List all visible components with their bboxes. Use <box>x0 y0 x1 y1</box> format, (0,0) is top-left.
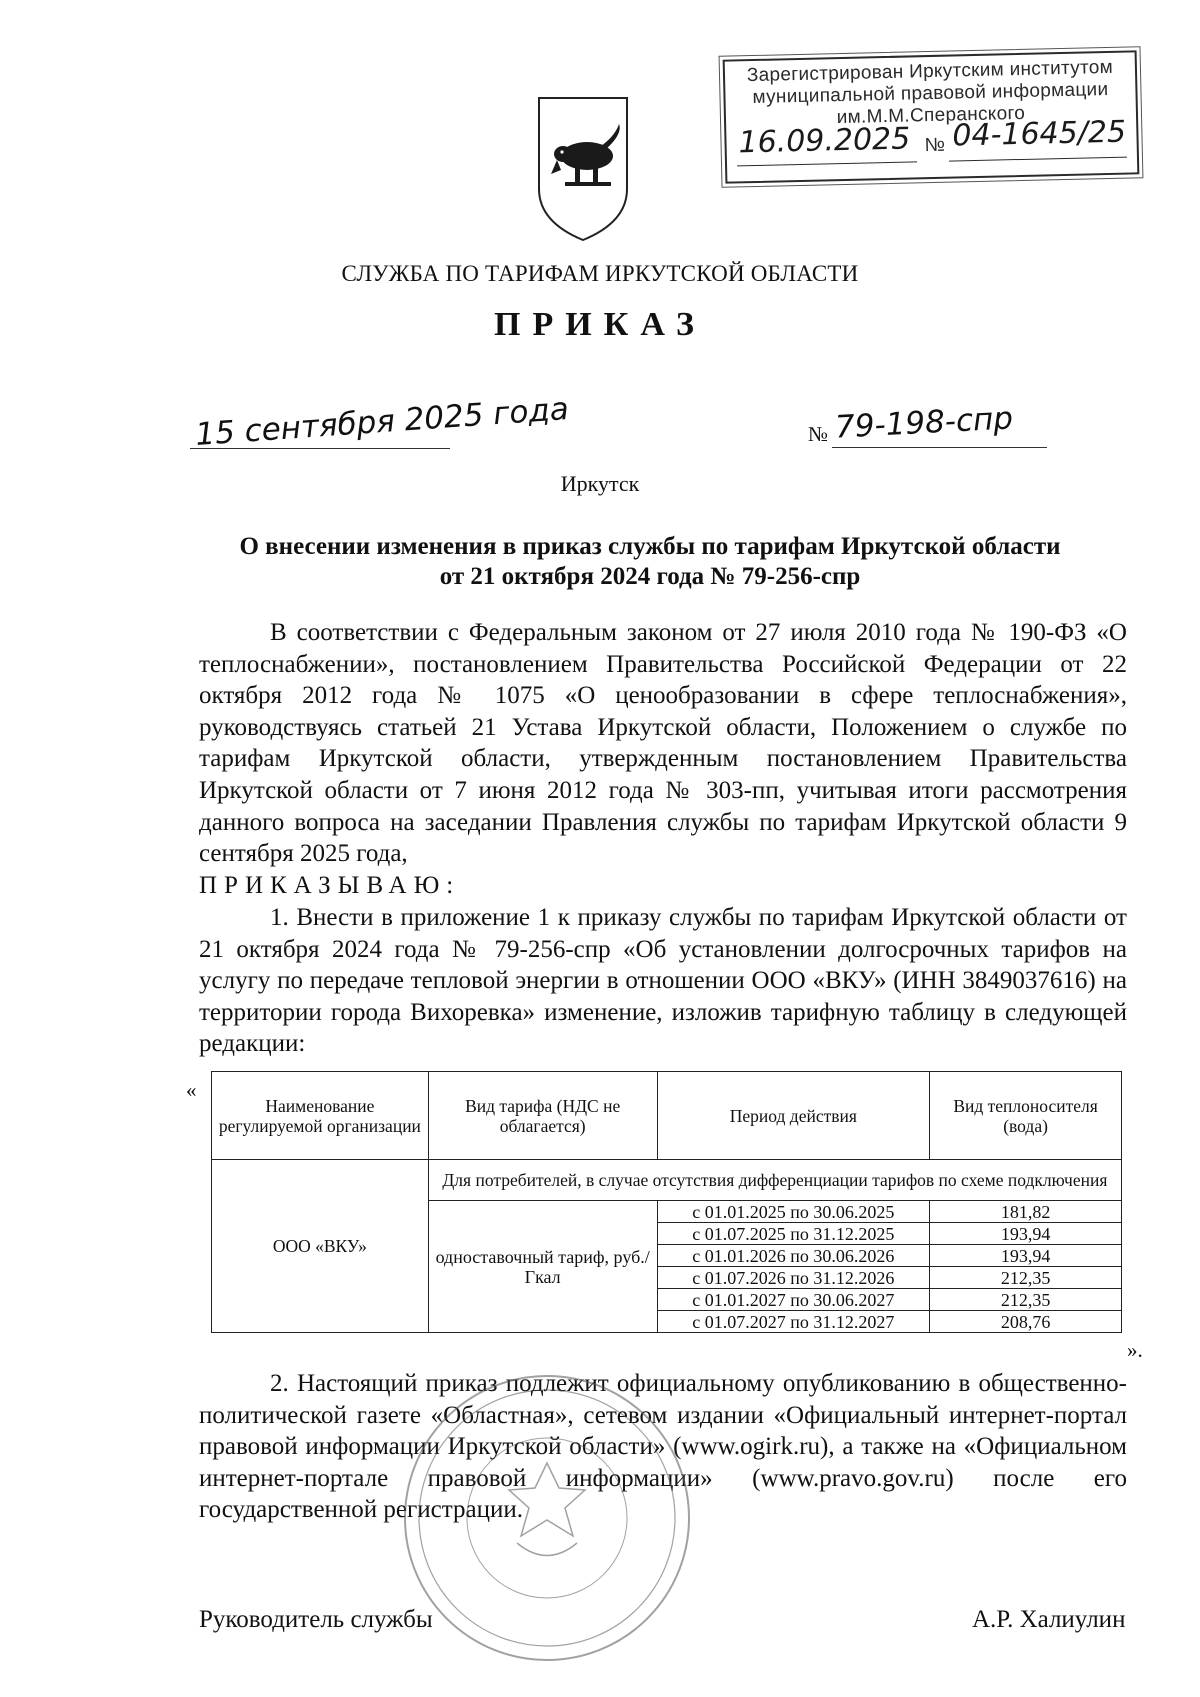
registration-date-handwritten: 16.09.2025 <box>738 121 911 161</box>
org-name-cell: ООО «ВКУ» <box>212 1160 429 1333</box>
preamble-paragraph: В соответствии с Федеральным законом от 27 июля 2010 года № 190-ФЗ «О теплоснабжении», постановлением Правительства Российской Федерации от 22 октября 2012 года № 1075 «О ценообразовании в сфере теплоснабжения», руководствуясь статьей 21 Устава Иркутской области, Положением о службе по тарифам Иркутской области, утвержденным постановлением Правительства Иркутской области от 7 июня 2012 года № 303-пп, учитывая итоги рассмотрения данного вопроса на заседании Правления службы по тарифам Иркутской области 9 сентября 2025 года, <box>199 619 1127 868</box>
tariff-table <box>211 1071 1122 1333</box>
coat-of-arms-emblem <box>535 94 631 244</box>
order-number-underline <box>832 447 1047 448</box>
value-cell: 181,82 <box>930 1201 1122 1223</box>
registration-number-handwritten: 04-1645/25 <box>952 114 1127 154</box>
official-seal <box>397 1368 697 1668</box>
issuing-organization: СЛУЖБА ПО ТАРИФАМ ИРКУТСКОЙ ОБЛАСТИ <box>341 261 859 286</box>
item2-paragraph: 2. Настоящий приказ подлежит официальному опубликованию в общественно-политической газете «Областная», сетевом издании «Официальный интернет-портал правовой информации Иркутской области» (www.ogirk.ru), а также на «Официальном интернет-портале правовой информации» (www.pravo.gov.ru) после его государственной регистрации. <box>199 1370 1127 1524</box>
value-cell: 212,35 <box>930 1267 1122 1289</box>
period-cell: с 01.01.2025 по 30.06.2025 <box>657 1201 930 1223</box>
registration-stamp <box>723 50 1140 183</box>
value-cell: 208,76 <box>930 1311 1122 1333</box>
period-cell: с 01.07.2027 по 31.12.2027 <box>657 1311 930 1333</box>
table-close-quote: ». <box>1127 1338 1143 1362</box>
period-cell: с 01.07.2025 по 31.12.2025 <box>657 1223 930 1245</box>
period-cell: с 01.07.2026 по 31.12.2026 <box>657 1267 930 1289</box>
value-cell: 193,94 <box>930 1223 1122 1245</box>
document-title-line1: О внесении изменения в приказ службы по тарифам Иркутской области <box>239 533 1061 560</box>
order-number-handwritten: 79-198-спр <box>834 400 1014 446</box>
registration-date-underline <box>737 161 917 166</box>
header-org: Наименование регулируемой организации <box>212 1072 429 1160</box>
registration-stamp-line3: им.М.М.Сперанского <box>836 102 1026 129</box>
period-cell: с 01.01.2027 по 30.06.2027 <box>657 1289 930 1311</box>
value-cell: 193,94 <box>930 1245 1122 1267</box>
registration-stamp-line2: муниципальной правовой информации <box>752 78 1109 109</box>
value-cell: 212,35 <box>930 1289 1122 1311</box>
header-period: Период действия <box>657 1072 930 1160</box>
order-number-sign: № <box>808 422 829 446</box>
order-date-underline <box>190 448 450 449</box>
document-title-line2: от 21 октября 2024 года № 79-256-спр <box>439 563 861 590</box>
consumer-group-cell: Для потребителей, в случае отсутствия дифференциации тарифов по схеме подключения <box>428 1160 1121 1201</box>
tariff-table-header-row <box>212 1072 1122 1160</box>
document-type-heading: ПРИКАЗ <box>494 306 706 343</box>
period-cell: с 01.01.2026 по 30.06.2026 <box>657 1245 930 1267</box>
registration-stamp-line1: Зарегистрирован Иркутским институтом <box>746 56 1114 87</box>
order-date-handwritten: 15 сентября 2025 года <box>194 390 570 454</box>
header-carrier: Вид теплоносителя (вода) <box>930 1072 1122 1160</box>
registration-number-underline <box>949 157 1127 162</box>
issue-city: Иркутск <box>560 471 640 496</box>
signatory-role: Руководитель службы <box>199 1606 433 1633</box>
table-open-quote: « <box>186 1078 197 1102</box>
tariff-table-subheader-row <box>212 1160 1122 1201</box>
registration-number-sign: № <box>924 134 946 157</box>
document-title <box>180 532 1120 592</box>
header-tariff-type: Вид тарифа (НДС не облагается) <box>428 1072 657 1160</box>
item1-paragraph: 1. Внести в приложение 1 к приказу службы по тарифам Иркутской области от 21 октября 2024 года № 79-256-спр «Об установлении долгосрочных тарифов на услугу по передаче тепловой энергии в отношении ООО «ВКУ» (ИНН 3849037616) на территории города Вихоревка» изменение, изложив тарифную таблицу в следующей редакции: <box>199 904 1127 1058</box>
signatory-name: А.Р. Халиулин <box>972 1606 1126 1633</box>
order-word: ПРИКАЗЫВАЮ: <box>199 872 461 899</box>
tariff-name-cell: одноставочный тариф, руб./Гкал <box>428 1201 657 1333</box>
